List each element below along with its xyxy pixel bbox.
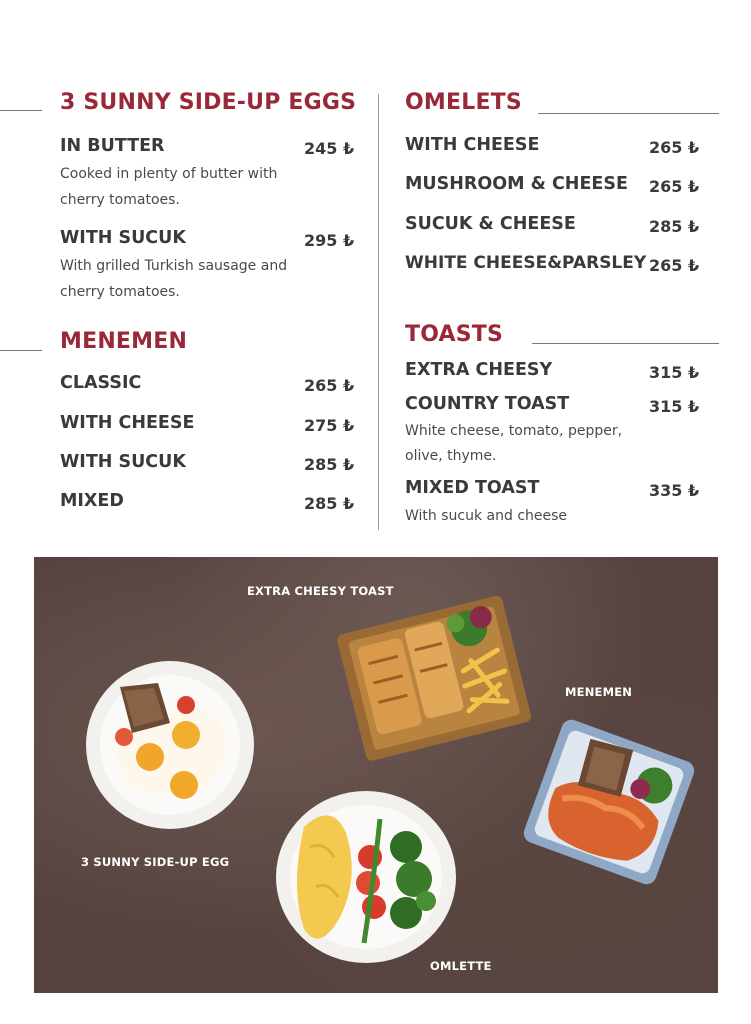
eggs-divider-left <box>0 110 42 111</box>
menemen-divider-left <box>0 350 42 351</box>
menu-item-name: MIXED <box>60 491 124 511</box>
menu-item-price: 285 ₺ <box>304 455 355 474</box>
menu-item-name: MIXED TOAST <box>405 478 540 498</box>
menu-item-price: 265 ₺ <box>304 376 355 395</box>
food-illustration <box>34 557 718 993</box>
menu-item-price: 285 ₺ <box>304 494 355 513</box>
omelets-section-title: OMELETS <box>405 90 522 115</box>
menu-item-name: WITH SUCUK <box>60 452 186 472</box>
menu-item-name: WHITE CHEESE&PARSLEY <box>405 253 647 273</box>
photo-label-toast: EXTRA CHEESY TOAST <box>247 584 394 598</box>
toasts-divider-right <box>532 343 719 344</box>
menu-item-price: 265 ₺ <box>649 177 700 196</box>
menu-item-price: 315 ₺ <box>649 397 700 416</box>
menemen-section-title: MENEMEN <box>60 329 188 354</box>
menu-item-price: 335 ₺ <box>649 481 700 500</box>
menu-item-price: 295 ₺ <box>304 231 355 250</box>
menu-item-description: White cheese, tomato, pepper, olive, thyme. <box>405 423 623 464</box>
menu-item-name: IN BUTTER <box>60 136 165 156</box>
menu-item-price: 275 ₺ <box>304 416 355 435</box>
omelette-plate <box>276 791 456 963</box>
menu-item-name: WITH SUCUK <box>60 228 186 248</box>
menu-item-name: CLASSIC <box>60 373 142 393</box>
omelets-divider-right <box>538 113 719 114</box>
menu-item-description: With grilled Turkish sausage and cherry tomatoes. <box>60 258 288 300</box>
menu-item-name: COUNTRY TOAST <box>405 394 570 414</box>
photo-label-omelette: OMLETTE <box>430 959 492 973</box>
menu-item-price: 315 ₺ <box>649 363 700 382</box>
menu-item-price: 265 ₺ <box>649 256 700 275</box>
menu-item-description: With sucuk and cheese <box>405 508 568 524</box>
photo-label-eggs: 3 SUNNY SIDE-UP EGG <box>81 855 230 869</box>
menu-item-price: 285 ₺ <box>649 217 700 236</box>
menu-item-name: WITH CHEESE <box>405 135 540 155</box>
menu-item-name: SUCUK & CHEESE <box>405 214 576 234</box>
eggs-section-title: 3 SUNNY SIDE-UP EGGS <box>60 90 357 115</box>
menu-item-description: Cooked in plenty of butter with cherry tomatoes. <box>60 166 278 208</box>
toast-tray <box>336 595 532 762</box>
eggs-plate <box>86 661 254 829</box>
menemen-dish <box>521 717 697 887</box>
column-divider <box>378 94 379 530</box>
food-photo <box>34 557 718 993</box>
menu-item-name: WITH CHEESE <box>60 413 195 433</box>
menu-item-name: EXTRA CHEESY <box>405 360 553 380</box>
menu-item-price: 265 ₺ <box>649 138 700 157</box>
menu-item-name: MUSHROOM & CHEESE <box>405 174 628 194</box>
menu-item-price: 245 ₺ <box>304 139 355 158</box>
photo-label-menemen: MENEMEN <box>565 685 633 699</box>
toasts-section-title: TOASTS <box>405 322 504 347</box>
